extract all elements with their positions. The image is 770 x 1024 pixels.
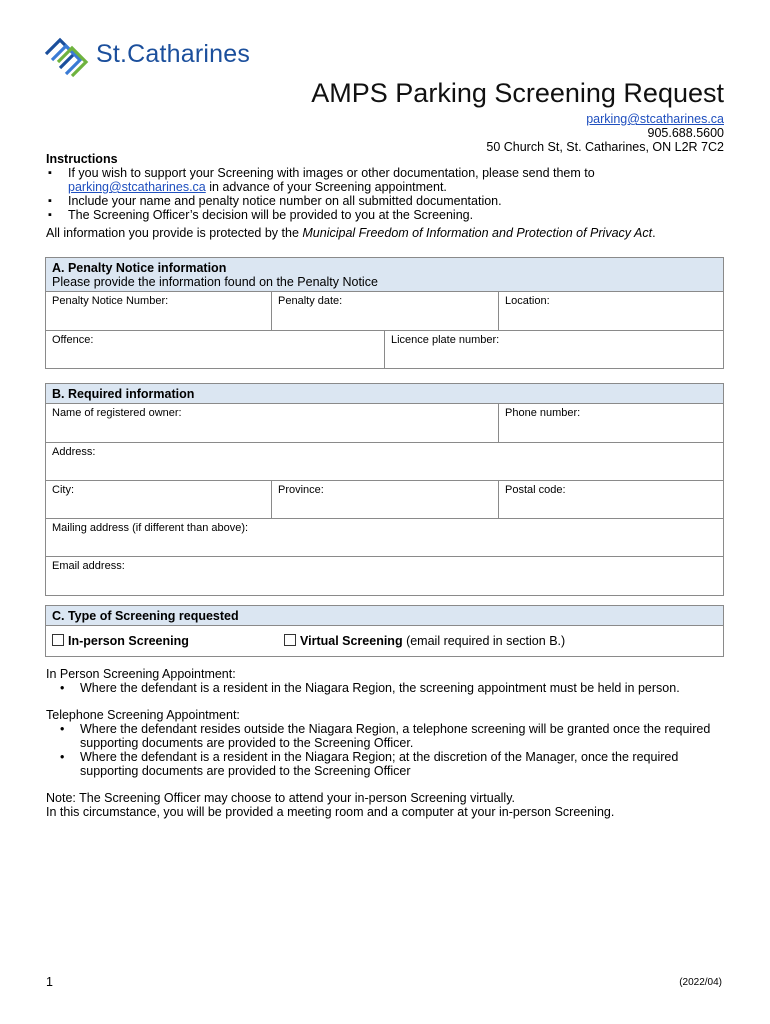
city-field[interactable]: City:	[46, 481, 272, 518]
list-item: • Where the defendant resides outside the Niagara Region, a telephone screening will be granted once the required supporting documents are provided to the Screening Officer.	[46, 722, 736, 750]
logo-wordmark: St.Catharines	[96, 40, 251, 68]
section-a-title: A. Penalty Notice information	[52, 261, 227, 275]
instructions-email-link[interactable]: parking@stcatharines.ca	[68, 180, 206, 194]
contact-email-link[interactable]: parking@stcatharines.ca	[586, 112, 724, 126]
page-number: 1	[46, 975, 53, 989]
section-b-header	[46, 384, 723, 404]
list-item: ▪ If you wish to support your Screening with images or other documentation, please send them to parking@stcatharines.ca in advance of your Screening appointment.	[46, 166, 726, 194]
contact-phone: 905.688.5600	[647, 126, 724, 140]
in-person-option[interactable]: In-person Screening	[52, 634, 284, 648]
note-line-2: In this circumstance, you will be provided a meeting room and a computer at your in-person Screening.	[46, 805, 615, 819]
section-a-header	[46, 258, 723, 292]
virtual-option[interactable]: Virtual Screening (email required in section B.)	[284, 634, 565, 648]
contact-block	[486, 112, 724, 154]
list-item: ▪ Include your name and penalty notice number on all submitted documentation.	[46, 194, 726, 208]
list-item: • Where the defendant is a resident in the Niagara Region, the screening appointment must be held in person.	[46, 681, 736, 695]
phone-number-field[interactable]: Phone number:	[505, 407, 581, 419]
mailing-address-field[interactable]: Mailing address (if different than above):	[52, 522, 249, 534]
penalty-number-field[interactable]: Penalty Notice Number:	[46, 292, 272, 330]
form-revision-date: (2022/04)	[679, 977, 722, 988]
in-person-checkbox[interactable]	[52, 634, 64, 646]
section-c-title: C. Type of Screening requested	[52, 609, 239, 623]
page-title: AMPS Parking Screening Request	[311, 78, 724, 108]
note-line-1: Note: The Screening Officer may choose to attend your in-person Screening virtually.	[46, 791, 515, 805]
instructions	[46, 152, 726, 240]
in-person-heading: In Person Screening Appointment:	[46, 667, 236, 681]
telephone-heading: Telephone Screening Appointment:	[46, 708, 240, 722]
list-item: • Where the defendant is a resident in the Niagara Region; at the discretion of the Manager, once the required supporting documents are provided to the Screening Officer	[46, 750, 736, 778]
instructions-list	[46, 166, 726, 222]
section-a-penalty-notice	[45, 257, 724, 369]
postal-code-field[interactable]: Postal code:	[505, 484, 566, 496]
screening-options	[46, 626, 723, 656]
virtual-checkbox[interactable]	[284, 634, 296, 646]
list-item: ▪ The Screening Officer’s decision will be provided to you at the Screening.	[46, 208, 726, 222]
contact-address: 50 Church St, St. Catharines, ON L2R 7C2	[486, 140, 724, 154]
owner-name-field[interactable]: Name of registered owner:	[46, 404, 499, 442]
screening-details	[46, 667, 736, 819]
section-b-required-info	[45, 383, 724, 596]
privacy-statement: All information you provide is protected by the Municipal Freedom of Information and Protection of Privacy Act.	[46, 226, 656, 240]
section-c-screening-type	[45, 605, 724, 657]
section-a-subtitle: Please provide the information found on the Penalty Notice	[52, 275, 378, 289]
section-b-title: B. Required information	[52, 387, 195, 401]
email-address-field[interactable]: Email address:	[52, 560, 125, 572]
province-field[interactable]: Province:	[272, 481, 499, 518]
licence-plate-field[interactable]: Licence plate number:	[391, 334, 500, 346]
instructions-heading: Instructions	[46, 152, 118, 166]
offence-field[interactable]: Offence:	[46, 331, 385, 368]
penalty-date-field[interactable]: Penalty date:	[272, 292, 499, 330]
section-c-header	[46, 606, 723, 626]
location-field[interactable]: Location:	[505, 295, 550, 307]
address-field[interactable]: Address:	[52, 446, 96, 458]
